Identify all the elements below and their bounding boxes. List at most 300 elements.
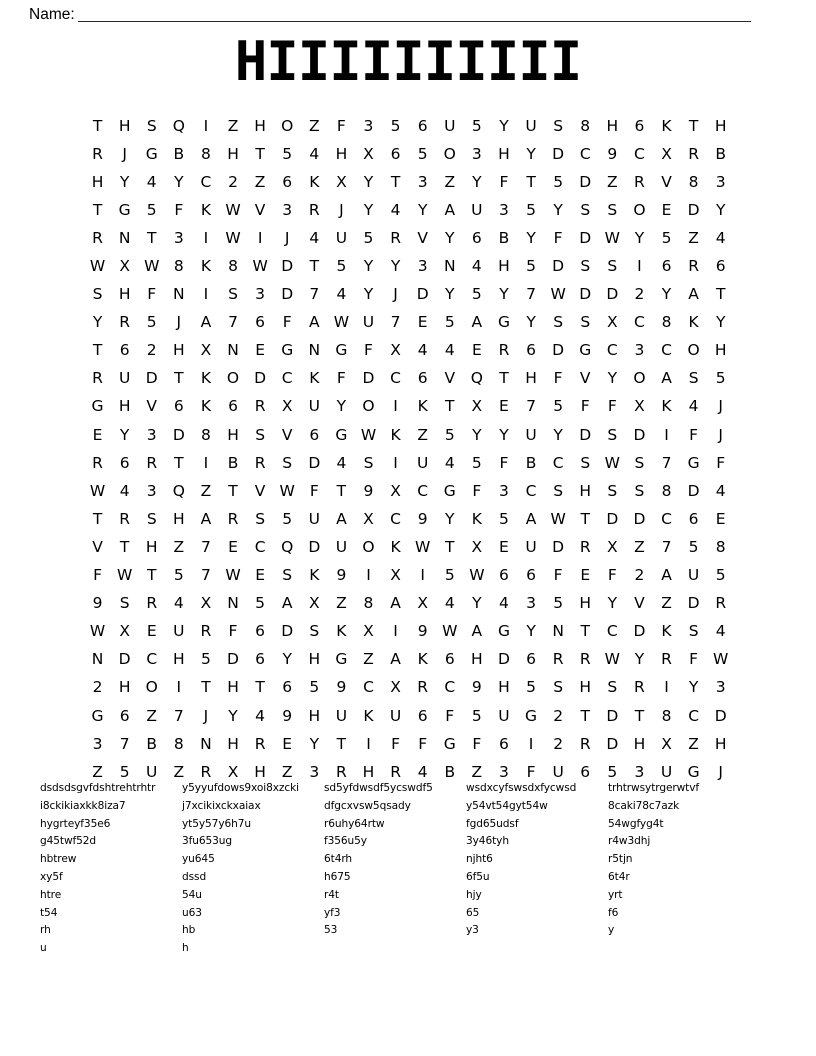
grid-cell[interactable]: Z <box>634 537 645 556</box>
grid-cell[interactable]: H <box>525 369 537 388</box>
grid-cell[interactable]: 3 <box>499 481 509 500</box>
grid-cell[interactable]: I <box>664 678 669 697</box>
word-list-item[interactable]: y54vt54gyt54w <box>466 799 548 812</box>
grid-cell[interactable]: S <box>228 285 238 304</box>
grid-cell[interactable]: Y <box>607 369 618 388</box>
grid-cell[interactable]: H <box>579 594 592 613</box>
grid-cell[interactable]: T <box>174 369 184 388</box>
grid-cell[interactable]: I <box>257 228 263 247</box>
grid-cell[interactable]: V <box>579 369 591 388</box>
word-list-item[interactable]: hb <box>182 924 196 937</box>
grid-cell[interactable]: D <box>552 144 565 163</box>
grid-cell[interactable]: X <box>607 537 618 556</box>
grid-cell[interactable]: S <box>553 313 564 332</box>
grid-cell[interactable]: 2 <box>228 172 238 191</box>
grid-cell[interactable]: Z <box>607 172 618 191</box>
grid-cell[interactable]: 6 <box>173 397 184 416</box>
grid-cell[interactable]: D <box>606 285 619 304</box>
grid-cell[interactable]: A <box>661 369 672 388</box>
grid-cell[interactable]: S <box>553 678 564 697</box>
grid-cell[interactable]: S <box>282 566 293 585</box>
grid-cell[interactable]: Z <box>363 650 374 669</box>
grid-cell[interactable]: 4 <box>336 453 347 472</box>
grid-cell[interactable]: V <box>661 172 672 191</box>
grid-cell[interactable]: 5 <box>526 200 536 219</box>
grid-cell[interactable]: 5 <box>119 762 130 781</box>
grid-cell[interactable]: 6 <box>255 313 266 332</box>
grid-cell[interactable]: Y <box>417 200 428 219</box>
grid-cell[interactable]: 3 <box>309 762 320 781</box>
grid-cell[interactable]: E <box>715 509 726 528</box>
grid-cell[interactable]: 6 <box>282 172 293 191</box>
grid-cell[interactable]: U <box>687 566 700 585</box>
grid-cell[interactable]: V <box>444 369 456 388</box>
grid-cell[interactable]: K <box>688 313 699 332</box>
grid-cell[interactable]: 5 <box>146 313 157 332</box>
grid-cell[interactable]: K <box>661 116 672 135</box>
grid-cell[interactable]: H <box>173 650 185 669</box>
grid-cell[interactable]: U <box>118 369 131 388</box>
word-list-item[interactable]: hbtrew <box>40 853 77 866</box>
grid-cell[interactable]: E <box>92 425 103 444</box>
grid-cell[interactable]: 5 <box>471 285 482 304</box>
grid-cell[interactable]: D <box>308 453 321 472</box>
grid-cell[interactable]: 5 <box>173 566 184 585</box>
word-list-item[interactable]: y5yyufdows9xoi8xzcki <box>182 782 299 794</box>
grid-cell[interactable]: J <box>718 397 723 416</box>
grid-cell[interactable]: Z <box>661 594 672 613</box>
grid-cell[interactable]: R <box>200 762 212 781</box>
grid-cell[interactable]: G <box>687 453 700 472</box>
grid-cell[interactable]: Z <box>227 116 239 135</box>
grid-cell[interactable]: S <box>146 509 157 528</box>
grid-cell[interactable]: R <box>92 144 103 163</box>
grid-cell[interactable]: D <box>254 369 267 388</box>
grid-cell[interactable]: A <box>390 594 401 613</box>
grid-cell[interactable]: W <box>469 566 485 585</box>
grid-cell[interactable]: T <box>580 622 590 641</box>
word-list-item[interactable]: i8ckikiaxkk8iza7 <box>40 799 126 812</box>
grid-cell[interactable]: 2 <box>92 678 103 697</box>
word-list-item[interactable]: f356u5y <box>324 835 367 848</box>
grid-cell[interactable]: F <box>553 369 563 388</box>
word-list-item[interactable]: 65 <box>466 906 480 919</box>
grid-cell[interactable]: I <box>176 678 182 697</box>
grid-cell[interactable]: 3 <box>417 257 428 276</box>
grid-cell[interactable]: R <box>552 650 564 669</box>
grid-cell[interactable]: 5 <box>526 257 536 276</box>
grid-cell[interactable]: K <box>417 397 428 416</box>
grid-cell[interactable]: D <box>118 650 131 669</box>
grid-cell[interactable]: B <box>146 734 158 753</box>
grid-cell[interactable]: X <box>200 594 212 613</box>
grid-cell[interactable]: E <box>580 566 591 585</box>
grid-cell[interactable]: 7 <box>661 537 672 556</box>
grid-cell[interactable]: C <box>146 650 158 669</box>
grid-cell[interactable]: Y <box>119 425 130 444</box>
grid-cell[interactable]: U <box>444 116 456 135</box>
grid-cell[interactable]: J <box>284 228 290 247</box>
word-search-grid[interactable] <box>84 112 734 786</box>
grid-cell[interactable]: 5 <box>255 594 266 613</box>
grid-cell[interactable]: G <box>118 200 131 219</box>
grid-cell[interactable]: R <box>119 509 131 528</box>
grid-cell[interactable]: 4 <box>146 172 157 191</box>
grid-cell[interactable]: K <box>336 622 347 641</box>
grid-cell[interactable]: C <box>525 481 537 500</box>
grid-cell[interactable]: 7 <box>173 706 184 725</box>
grid-cell[interactable]: Y <box>526 144 536 163</box>
grid-cell[interactable]: 6 <box>526 566 536 585</box>
grid-cell[interactable]: S <box>553 481 564 500</box>
grid-cell[interactable]: Y <box>174 172 184 191</box>
grid-cell[interactable]: 9 <box>282 706 293 725</box>
grid-cell[interactable]: E <box>499 537 509 556</box>
grid-cell[interactable]: 3 <box>499 200 509 219</box>
grid-cell[interactable]: 4 <box>471 257 482 276</box>
grid-cell[interactable]: 4 <box>417 341 428 360</box>
grid-cell[interactable]: B <box>525 453 537 472</box>
grid-cell[interactable]: R <box>417 678 429 697</box>
grid-cell[interactable]: N <box>200 734 212 753</box>
grid-cell[interactable]: C <box>606 622 618 641</box>
grid-cell[interactable]: R <box>254 453 266 472</box>
grid-cell[interactable]: W <box>333 313 350 332</box>
grid-cell[interactable]: T <box>580 706 590 725</box>
grid-cell[interactable]: 5 <box>688 537 699 556</box>
word-list-item[interactable]: h <box>182 942 189 955</box>
grid-cell[interactable]: H <box>714 116 727 135</box>
grid-cell[interactable]: C <box>552 453 564 472</box>
grid-cell[interactable]: T <box>580 509 590 528</box>
grid-cell[interactable]: Z <box>688 734 699 753</box>
grid-cell[interactable]: N <box>91 650 104 669</box>
grid-cell[interactable]: S <box>580 257 591 276</box>
grid-cell[interactable]: J <box>393 285 398 304</box>
grid-cell[interactable]: R <box>254 734 266 753</box>
grid-cell[interactable]: R <box>92 369 103 388</box>
word-list-item[interactable]: r6uhy64rtw <box>324 817 385 830</box>
grid-cell[interactable]: 2 <box>553 706 564 725</box>
grid-cell[interactable]: 5 <box>282 509 293 528</box>
grid-cell[interactable]: N <box>118 228 131 247</box>
grid-cell[interactable]: 6 <box>255 650 266 669</box>
grid-cell[interactable]: C <box>281 369 293 388</box>
grid-cell[interactable]: K <box>390 425 401 444</box>
grid-cell[interactable]: U <box>173 622 185 641</box>
grid-cell[interactable]: I <box>203 285 209 304</box>
word-list-item[interactable]: y <box>608 924 615 937</box>
grid-cell[interactable]: 3 <box>92 734 103 753</box>
grid-cell[interactable]: 6 <box>417 116 428 135</box>
grid-cell[interactable]: 5 <box>499 509 509 528</box>
grid-cell[interactable]: Y <box>634 650 645 669</box>
grid-cell[interactable]: 9 <box>336 678 347 697</box>
grid-cell[interactable]: Z <box>173 762 185 781</box>
grid-cell[interactable]: W <box>442 622 458 641</box>
grid-cell[interactable]: Y <box>309 734 320 753</box>
grid-cell[interactable]: A <box>444 200 456 219</box>
grid-cell[interactable]: F <box>689 650 699 669</box>
grid-cell[interactable]: Y <box>661 285 672 304</box>
grid-cell[interactable]: H <box>173 509 185 528</box>
grid-cell[interactable]: X <box>471 397 483 416</box>
grid-cell[interactable]: G <box>525 706 538 725</box>
grid-cell[interactable]: W <box>144 257 160 276</box>
grid-cell[interactable]: H <box>308 706 321 725</box>
grid-cell[interactable]: F <box>282 313 292 332</box>
grid-cell[interactable]: 6 <box>580 762 591 781</box>
grid-cell[interactable]: S <box>363 453 374 472</box>
grid-cell[interactable]: W <box>360 425 377 444</box>
grid-cell[interactable]: V <box>92 537 103 556</box>
grid-cell[interactable]: H <box>254 762 266 781</box>
grid-cell[interactable]: X <box>308 594 320 613</box>
grid-cell[interactable]: J <box>176 313 182 332</box>
grid-cell[interactable]: 3 <box>634 762 645 781</box>
grid-cell[interactable]: S <box>580 313 591 332</box>
grid-cell[interactable]: G <box>497 313 510 332</box>
word-list-item[interactable]: 3y46tyh <box>466 835 509 848</box>
grid-cell[interactable]: G <box>497 622 510 641</box>
grid-cell[interactable]: S <box>309 622 320 641</box>
grid-cell[interactable]: F <box>553 566 563 585</box>
grid-cell[interactable]: C <box>390 369 401 388</box>
grid-cell[interactable]: X <box>607 313 618 332</box>
grid-cell[interactable]: D <box>227 650 239 669</box>
grid-cell[interactable]: A <box>525 509 537 528</box>
grid-cell[interactable]: N <box>227 594 239 613</box>
grid-cell[interactable]: K <box>200 397 211 416</box>
grid-cell[interactable]: T <box>390 172 401 191</box>
grid-cell[interactable]: 6 <box>417 369 428 388</box>
grid-cell[interactable]: N <box>227 341 239 360</box>
grid-cell[interactable]: W <box>225 566 241 585</box>
grid-cell[interactable]: F <box>499 172 509 191</box>
grid-cell[interactable]: O <box>226 369 240 388</box>
word-list-item[interactable]: r4w3dhj <box>608 835 651 848</box>
grid-cell[interactable]: 5 <box>661 228 672 247</box>
grid-cell[interactable]: D <box>416 285 429 304</box>
grid-cell[interactable]: 8 <box>688 172 699 191</box>
grid-cell[interactable]: H <box>714 341 727 360</box>
grid-cell[interactable]: 6 <box>715 257 726 276</box>
grid-cell[interactable]: 7 <box>390 313 401 332</box>
word-list-item[interactable]: dssd <box>182 870 207 883</box>
grid-cell[interactable]: G <box>335 650 348 669</box>
grid-cell[interactable]: 5 <box>715 369 726 388</box>
grid-cell[interactable]: A <box>281 594 293 613</box>
grid-cell[interactable]: 4 <box>444 453 455 472</box>
grid-cell[interactable]: 4 <box>688 397 699 416</box>
grid-cell[interactable]: 5 <box>417 144 428 163</box>
grid-cell[interactable]: Y <box>445 285 455 304</box>
grid-cell[interactable]: S <box>688 622 699 641</box>
grid-cell[interactable]: E <box>471 341 482 360</box>
grid-cell[interactable]: S <box>688 369 699 388</box>
grid-cell[interactable]: T <box>92 509 103 528</box>
grid-cell[interactable]: 3 <box>715 172 726 191</box>
grid-cell[interactable]: 5 <box>471 116 482 135</box>
grid-cell[interactable]: K <box>417 650 428 669</box>
grid-cell[interactable]: T <box>147 566 157 585</box>
grid-cell[interactable]: K <box>309 369 320 388</box>
word-list-item[interactable]: r5tjn <box>608 853 633 866</box>
grid-cell[interactable]: K <box>363 706 374 725</box>
grid-cell[interactable]: Y <box>363 200 374 219</box>
grid-cell[interactable]: 5 <box>146 200 157 219</box>
grid-cell[interactable]: 6 <box>309 425 320 444</box>
grid-cell[interactable]: 4 <box>309 144 320 163</box>
grid-cell[interactable]: 4 <box>499 594 509 613</box>
grid-cell[interactable]: C <box>390 509 401 528</box>
grid-cell[interactable]: E <box>417 313 428 332</box>
grid-cell[interactable]: X <box>661 734 672 753</box>
grid-cell[interactable]: C <box>363 678 374 697</box>
grid-cell[interactable]: S <box>119 594 130 613</box>
grid-cell[interactable]: K <box>200 257 211 276</box>
grid-cell[interactable]: W <box>252 257 268 276</box>
grid-cell[interactable]: C <box>634 144 645 163</box>
grid-cell[interactable]: T <box>336 734 347 753</box>
grid-cell[interactable]: 6 <box>661 257 672 276</box>
name-input-line[interactable] <box>78 21 751 22</box>
grid-cell[interactable]: S <box>255 509 266 528</box>
grid-cell[interactable]: H <box>362 762 375 781</box>
grid-cell[interactable]: F <box>147 285 157 304</box>
grid-cell[interactable]: I <box>366 734 371 753</box>
grid-cell[interactable]: T <box>634 706 645 725</box>
grid-cell[interactable]: D <box>687 481 700 500</box>
grid-cell[interactable]: Z <box>254 172 266 191</box>
grid-cell[interactable]: 7 <box>526 285 536 304</box>
grid-cell[interactable]: X <box>119 257 130 276</box>
grid-cell[interactable]: 8 <box>200 144 211 163</box>
word-list-item[interactable]: 54u <box>182 888 202 901</box>
grid-cell[interactable]: O <box>362 537 375 556</box>
word-list-item[interactable]: yrt <box>608 888 623 901</box>
word-list-item[interactable]: dfgcxvsw5qsady <box>324 799 411 812</box>
grid-cell[interactable]: V <box>634 594 645 613</box>
grid-cell[interactable]: 6 <box>526 650 536 669</box>
word-list-item[interactable]: y3 <box>466 924 479 937</box>
grid-cell[interactable]: I <box>393 622 398 641</box>
grid-cell[interactable]: D <box>687 200 700 219</box>
grid-cell[interactable]: 5 <box>553 397 564 416</box>
grid-cell[interactable]: 6 <box>119 341 130 360</box>
grid-cell[interactable]: X <box>363 622 374 641</box>
grid-cell[interactable]: U <box>146 762 158 781</box>
grid-cell[interactable]: D <box>633 622 646 641</box>
grid-cell[interactable]: G <box>687 762 700 781</box>
grid-cell[interactable]: O <box>633 369 646 388</box>
grid-cell[interactable]: D <box>497 650 510 669</box>
word-list-item[interactable]: xy5f <box>40 870 63 883</box>
word-list-item[interactable]: njht6 <box>466 853 493 866</box>
grid-cell[interactable]: F <box>364 341 373 360</box>
grid-cell[interactable]: X <box>417 594 428 613</box>
grid-cell[interactable]: E <box>661 200 672 219</box>
grid-cell[interactable]: T <box>92 341 103 360</box>
grid-cell[interactable]: O <box>633 200 646 219</box>
grid-cell[interactable]: 7 <box>200 537 211 556</box>
grid-cell[interactable]: S <box>634 481 645 500</box>
grid-cell[interactable]: V <box>146 397 158 416</box>
grid-cell[interactable]: T <box>336 481 347 500</box>
grid-cell[interactable]: S <box>553 116 564 135</box>
grid-cell[interactable]: I <box>393 397 398 416</box>
grid-cell[interactable]: F <box>336 369 346 388</box>
grid-cell[interactable]: 9 <box>471 678 482 697</box>
grid-cell[interactable]: X <box>390 341 401 360</box>
grid-cell[interactable]: U <box>660 762 673 781</box>
grid-cell[interactable]: W <box>89 257 106 276</box>
grid-cell[interactable]: D <box>552 341 565 360</box>
grid-cell[interactable]: 5 <box>471 453 482 472</box>
grid-cell[interactable]: C <box>661 509 672 528</box>
grid-cell[interactable]: U <box>552 762 564 781</box>
grid-cell[interactable]: 4 <box>173 594 184 613</box>
grid-cell[interactable]: W <box>550 285 566 304</box>
grid-cell[interactable]: T <box>255 144 265 163</box>
grid-cell[interactable]: Y <box>472 594 482 613</box>
grid-cell[interactable]: 9 <box>92 594 103 613</box>
grid-cell[interactable]: 9 <box>363 481 374 500</box>
word-list-item[interactable]: 53 <box>324 924 338 937</box>
grid-cell[interactable]: F <box>418 734 428 753</box>
word-list-item[interactable]: wsdxcyfswsdxfycwsd <box>466 782 577 794</box>
grid-cell[interactable]: T <box>715 285 726 304</box>
grid-cell[interactable]: K <box>390 537 401 556</box>
word-list-item[interactable]: 6f5u <box>466 870 490 883</box>
word-list-item[interactable]: yt5y57y6h7u <box>182 817 251 830</box>
grid-cell[interactable]: O <box>145 678 158 697</box>
grid-cell[interactable]: 3 <box>146 481 157 500</box>
grid-cell[interactable]: 3 <box>715 678 726 697</box>
grid-cell[interactable]: Z <box>688 228 699 247</box>
grid-cell[interactable]: H <box>579 678 592 697</box>
grid-cell[interactable]: R <box>254 397 266 416</box>
word-list-item[interactable]: rh <box>40 924 51 937</box>
grid-cell[interactable]: K <box>309 172 320 191</box>
grid-cell[interactable]: I <box>203 453 209 472</box>
grid-cell[interactable]: H <box>118 285 131 304</box>
grid-cell[interactable]: F <box>607 566 617 585</box>
grid-cell[interactable]: G <box>443 481 456 500</box>
grid-cell[interactable]: U <box>362 313 375 332</box>
grid-cell[interactable]: X <box>390 481 401 500</box>
word-list-item[interactable]: trhtrwsytrgerwtvf <box>608 782 700 794</box>
grid-cell[interactable]: 9 <box>417 509 428 528</box>
grid-cell[interactable]: T <box>119 537 130 556</box>
grid-cell[interactable]: 9 <box>607 144 618 163</box>
grid-cell[interactable]: X <box>336 172 347 191</box>
grid-cell[interactable]: D <box>552 537 565 556</box>
grid-cell[interactable]: Y <box>499 285 509 304</box>
grid-cell[interactable]: H <box>498 678 510 697</box>
grid-cell[interactable]: 2 <box>146 341 157 360</box>
grid-cell[interactable]: Y <box>282 650 292 669</box>
grid-cell[interactable]: W <box>279 481 295 500</box>
grid-cell[interactable]: 4 <box>715 481 726 500</box>
grid-cell[interactable]: Y <box>607 594 618 613</box>
grid-cell[interactable]: D <box>579 172 592 191</box>
grid-cell[interactable]: A <box>661 566 672 585</box>
grid-cell[interactable]: U <box>335 706 348 725</box>
grid-cell[interactable]: G <box>443 734 456 753</box>
grid-cell[interactable]: Y <box>336 397 347 416</box>
grid-cell[interactable]: O <box>443 144 456 163</box>
